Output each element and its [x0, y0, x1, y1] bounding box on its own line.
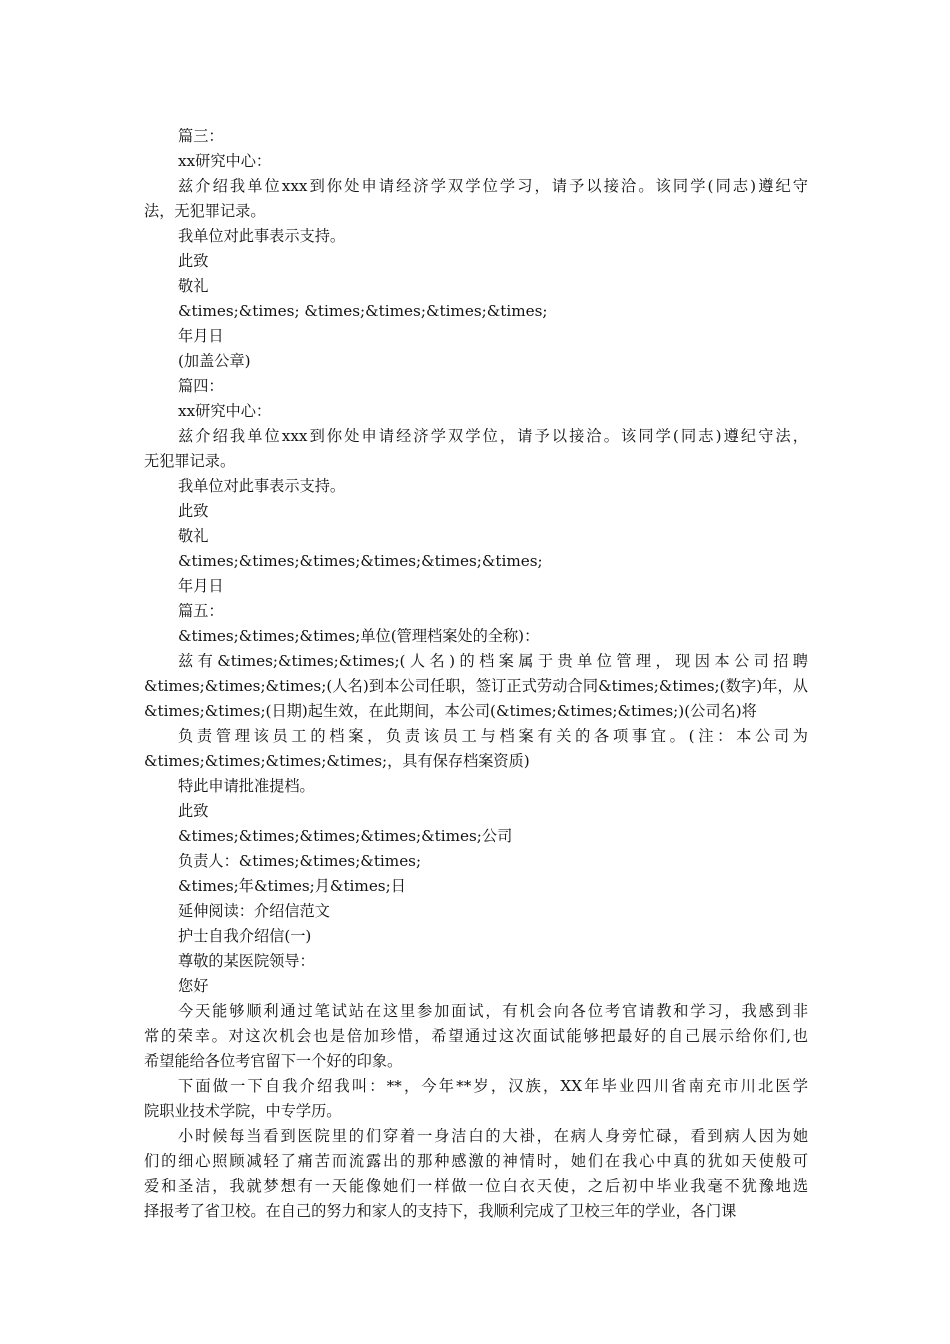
paragraph [144, 424, 808, 474]
paragraph-line: 法，无犯罪记录。 [144, 202, 266, 220]
paragraph-line: 院职业技术学院，中专学历。 [144, 1102, 342, 1120]
paragraph-line: 常的荣幸。对这次机会也是倍加珍惜，希望通过这次面试能够把最好的自己展示给你们,也 [144, 1027, 808, 1045]
text-line: 您好 [178, 977, 209, 995]
text-line: &times;&times;&times;单位(管理档案处的全称)： [178, 627, 540, 645]
text-line: 我单位对此事表示支持。 [178, 227, 346, 245]
paragraph-line: 们的细心照顾减轻了痛苦而流露出的那种感激的神情时，她们在我心中真的犹如天使般可 [144, 1152, 808, 1170]
text-line: &times;&times;&times;&times;&times;&times; [178, 552, 543, 570]
paragraph-line: &times;&times;&times;&times;，具有保存档案资质) [144, 752, 530, 770]
text-line: 特此申请批准提档。 [178, 777, 315, 795]
text-line: 此致 [178, 252, 209, 270]
text-line: &times;&times;&times;&times;&times;公司 [178, 827, 513, 845]
paragraph [144, 1074, 808, 1124]
text-line: 负责人：&times;&times;&times; [178, 852, 422, 870]
text-line: 年月日 [178, 577, 224, 595]
paragraph-line: 择报考了省卫校。在自己的努力和家人的支持下，我顺利完成了卫校三年的学业，各门课 [144, 1202, 737, 1220]
text-line: 篇三： [178, 127, 224, 145]
paragraph-line: 小时候每当看到医院里的们穿着一身洁白的大褂，在病人身旁忙碌，看到病人因为她 [178, 1127, 808, 1145]
paragraph-line: 无犯罪记录。 [144, 452, 236, 470]
document-page [144, 124, 808, 1224]
paragraph-line: &times;&times;(日期)起生效，在此期间，本公司(&times;&times;&times;)(公司名)将 [144, 702, 757, 720]
paragraph-line: 今天能够顺利通过笔试站在这里参加面试，有机会向各位考官请教和学习，我感到非 [178, 1002, 808, 1020]
text-line: &times;年&times;月&times;日 [178, 877, 406, 895]
text-line: 此致 [178, 802, 209, 820]
paragraph [144, 724, 808, 774]
paragraph-line: 下面做一下自我介绍我叫：**，今年**岁，汉族，XX年毕业四川省南充市川北医学 [178, 1077, 808, 1095]
paragraph [144, 1124, 808, 1224]
paragraph-line: 希望能给各位考官留下一个好的印象。 [144, 1052, 403, 1070]
text-line: 我单位对此事表示支持。 [178, 477, 346, 495]
text-line: (加盖公章) [178, 352, 251, 370]
paragraph-line: &times;&times;&times;(人名)到本公司任职，签订正式劳动合同&times;&times;(数字)年，从 [144, 677, 808, 695]
text-line: 篇五： [178, 602, 224, 620]
paragraph-line: 负责管理该员工的档案，负责该员工与档案有关的各项事宜。(注：本公司为 [178, 727, 808, 745]
paragraph-line: 兹有&times;&times;&times;(人名)的档案属于贵单位管理，现因本公司招聘 [178, 652, 808, 670]
text-line: 敬礼 [178, 527, 209, 545]
paragraph [144, 649, 808, 724]
paragraph-line: 爱和圣洁，我就梦想有一天能像她们一样做一位白衣天使，之后初中毕业我毫不犹豫地选 [144, 1177, 808, 1195]
text-line: &times;&times; &times;&times;&times;&times; [178, 302, 548, 320]
text-line: 年月日 [178, 327, 224, 345]
text-line: 延伸阅读：介绍信范文 [178, 902, 330, 920]
paragraph-line: 兹介绍我单位xxx到你处申请经济学双学位学习，请予以接洽。该同学(同志)遵纪守 [178, 177, 808, 195]
paragraph-line: 兹介绍我单位xxx到你处申请经济学双学位，请予以接洽。该同学(同志)遵纪守法， [178, 427, 808, 445]
text-line: 敬礼 [178, 277, 209, 295]
text-line: 尊敬的某医院领导： [178, 952, 315, 970]
text-line: xx研究中心： [178, 152, 272, 170]
paragraph [144, 174, 808, 224]
text-line: 此致 [178, 502, 209, 520]
paragraph [144, 999, 808, 1074]
text-line: 护士自我介绍信(一) [178, 927, 312, 945]
text-line: xx研究中心： [178, 402, 272, 420]
text-line: 篇四： [178, 377, 224, 395]
